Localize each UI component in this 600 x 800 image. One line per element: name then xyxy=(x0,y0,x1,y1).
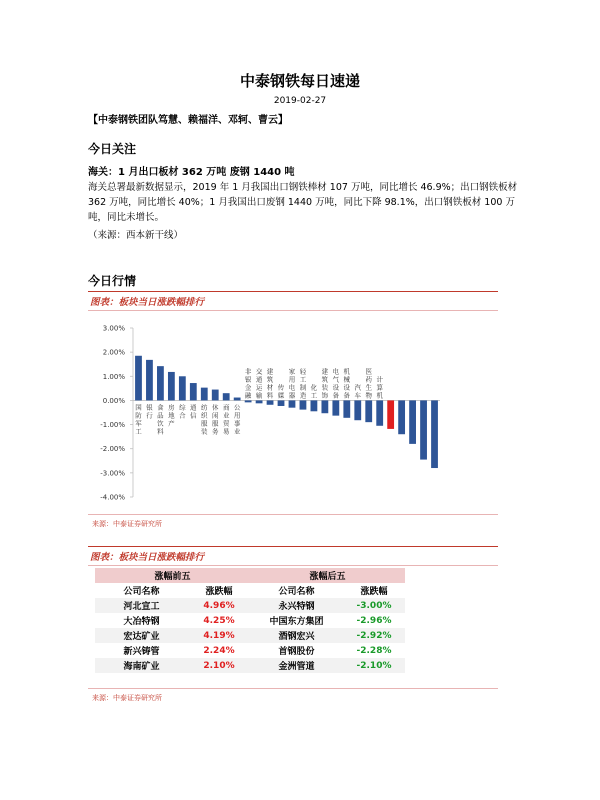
bottom-company-change: -2.96% xyxy=(343,613,405,628)
col-company-bottom: 公司名称 xyxy=(250,583,343,598)
top-company-change: 2.24% xyxy=(188,643,250,658)
x-category-label: 传媒 xyxy=(277,383,285,400)
bottom-company-change: -2.10% xyxy=(343,658,405,673)
x-category-label: 家用电器 xyxy=(288,367,296,400)
figure2-top-rule xyxy=(88,546,498,547)
figure1-title: 图表：板块当日涨跌幅排行 xyxy=(90,297,205,308)
top-company-change: 4.19% xyxy=(188,628,250,643)
x-category-label: 食品饮料 xyxy=(157,403,164,436)
col-company-top: 公司名称 xyxy=(95,583,188,598)
x-category-label: 公用事业 xyxy=(233,403,241,436)
bar-非银金融 xyxy=(245,400,252,402)
bar-国防军工 xyxy=(135,356,142,401)
table-row xyxy=(95,658,405,673)
x-category-label: 电气设备 xyxy=(332,367,340,400)
report-date: 2019-02-27 xyxy=(273,96,327,106)
ranking-column-header xyxy=(95,583,405,598)
bar-银行 xyxy=(146,360,153,401)
top-company-name: 河北宣工 xyxy=(95,598,188,613)
x-category-label: 交通运输 xyxy=(255,367,263,400)
figure1-bottom-rule xyxy=(88,514,498,515)
bar-纺织服装 xyxy=(201,388,208,401)
x-category-label: 休闲服务 xyxy=(211,403,219,436)
x-category-label: 综合 xyxy=(179,403,186,420)
figure2-title-rule xyxy=(88,565,498,566)
news-body: 海关总署最新数据显示，2019 年 1 月我国出口钢铁棒材 107 万吨，同比增长 46.9%；出口钢铁板材 362 万吨，同比增长 40%；1 月我国出口废钢 1440 万吨，同比下降 98.1%，出口钢铁板材 100 万吨，同比未增长。 xyxy=(88,182,518,223)
y-tick-label: 0.00% xyxy=(102,396,125,405)
col-change-top: 涨跌幅 xyxy=(188,583,250,598)
table-row xyxy=(95,628,405,643)
team-members: 【中泰钢铁团队笃慧、赖福洋、邓轲、曹云】 xyxy=(88,115,288,126)
x-category-label: 化工 xyxy=(310,383,318,400)
sector-change-chart xyxy=(88,315,498,515)
bar-传媒 xyxy=(278,400,285,406)
figure2-bottom-rule xyxy=(88,688,498,689)
bar-商业贸易 xyxy=(223,393,230,400)
table-row xyxy=(95,613,405,628)
x-category-label: 汽车 xyxy=(354,383,362,400)
top-company-name: 宏达矿业 xyxy=(95,628,188,643)
bar-休闲服务 xyxy=(212,390,219,401)
x-category-label: 商业贸易 xyxy=(222,403,230,436)
y-tick-label: 2.00% xyxy=(102,348,125,357)
bar-综合 xyxy=(179,376,186,400)
bar-电气设备 xyxy=(332,400,339,415)
bar-通信 xyxy=(190,383,197,400)
x-category-label: 建筑装饰 xyxy=(321,367,329,400)
bottom-company-name: 永兴特钢 xyxy=(250,598,343,613)
bar-化工 xyxy=(311,400,318,411)
bar-家用电器 xyxy=(289,400,296,407)
x-category-label: 国防军工 xyxy=(135,403,142,436)
bottom-company-name: 中国东方集团 xyxy=(250,613,343,628)
x-category-label: 非银金融 xyxy=(244,367,252,400)
x-category-label: 轻工制造 xyxy=(299,367,307,400)
bar-房地产 xyxy=(168,372,175,400)
table-row xyxy=(95,643,405,658)
bar-建筑材料 xyxy=(267,400,274,404)
x-category-label: 建筑材料 xyxy=(266,367,274,400)
y-tick-label: -2.00% xyxy=(100,445,125,454)
bar-采掘 xyxy=(420,400,427,459)
bar-食品饮料 xyxy=(157,366,164,400)
figure1-title-rule xyxy=(88,310,498,311)
x-category-label: 医药生物 xyxy=(365,367,372,400)
bottom-company-change: -2.92% xyxy=(343,628,405,643)
bottom-company-name: 酒钢宏兴 xyxy=(250,628,343,643)
top-company-name: 大冶特钢 xyxy=(95,613,188,628)
bottom-company-name: 首钢股份 xyxy=(250,643,343,658)
col-change-bottom: 涨跌幅 xyxy=(343,583,405,598)
figure1-top-rule xyxy=(88,291,498,292)
bar-公用事业 xyxy=(234,398,241,401)
bar-轻工制造 xyxy=(300,400,307,409)
top-company-change: 2.10% xyxy=(188,658,250,673)
bar-汽车 xyxy=(354,400,361,420)
figure2-source: 来源：中泰证券研究所 xyxy=(92,694,162,702)
bottom-company-change: -2.28% xyxy=(343,643,405,658)
market-heading: 今日行情 xyxy=(88,274,137,288)
x-category-label: 银行 xyxy=(146,403,153,420)
x-category-label: 通信 xyxy=(190,403,197,420)
bar-交通运输 xyxy=(256,400,263,403)
top-company-name: 新兴铸管 xyxy=(95,643,188,658)
bottom-company-change: -3.00% xyxy=(343,598,405,613)
bottom-five-header: 涨幅后五 xyxy=(250,568,405,583)
x-category-label: 纺织服装 xyxy=(201,403,208,436)
y-tick-label: -4.00% xyxy=(100,493,125,502)
bar-农林牧渔 xyxy=(431,400,438,468)
top-company-change: 4.25% xyxy=(188,613,250,628)
bar-有色金属 xyxy=(398,400,405,434)
table-row xyxy=(95,598,405,613)
bar-医药生物 xyxy=(365,400,372,422)
focus-heading: 今日关注 xyxy=(88,142,137,156)
y-tick-label: -3.00% xyxy=(100,469,125,478)
y-tick-label: 3.00% xyxy=(102,324,125,333)
bar-建筑装饰 xyxy=(321,400,328,413)
x-category-label: 房地产 xyxy=(168,403,175,428)
ranking-group-header xyxy=(95,568,405,583)
news-source: （来源：西本新干线） xyxy=(88,230,184,241)
x-category-label: 计算机 xyxy=(376,375,383,400)
top-company-name: 海南矿业 xyxy=(95,658,188,673)
figure1-source: 来源：中泰证券研究所 xyxy=(92,520,162,528)
x-category-label: 机械设备 xyxy=(343,367,351,400)
y-tick-label: -1.00% xyxy=(100,421,125,430)
y-tick-label: 1.00% xyxy=(102,372,125,381)
bar-机械设备 xyxy=(343,400,350,417)
report-title: 中泰钢铁每日速递 xyxy=(239,72,360,90)
stock-ranking-table xyxy=(95,568,405,673)
bar-钢铁 xyxy=(387,400,394,428)
top-company-change: 4.96% xyxy=(188,598,250,613)
news-title: 海关：1 月出口板材 362 万吨 废钢 1440 吨 xyxy=(88,167,295,178)
figure2-title: 图表：板块当日涨跌幅排行 xyxy=(90,552,205,563)
bottom-company-name: 金洲管道 xyxy=(250,658,343,673)
top-five-header: 涨幅前五 xyxy=(95,568,250,583)
bar-计算机 xyxy=(376,400,383,425)
bar-电子 xyxy=(409,400,416,443)
